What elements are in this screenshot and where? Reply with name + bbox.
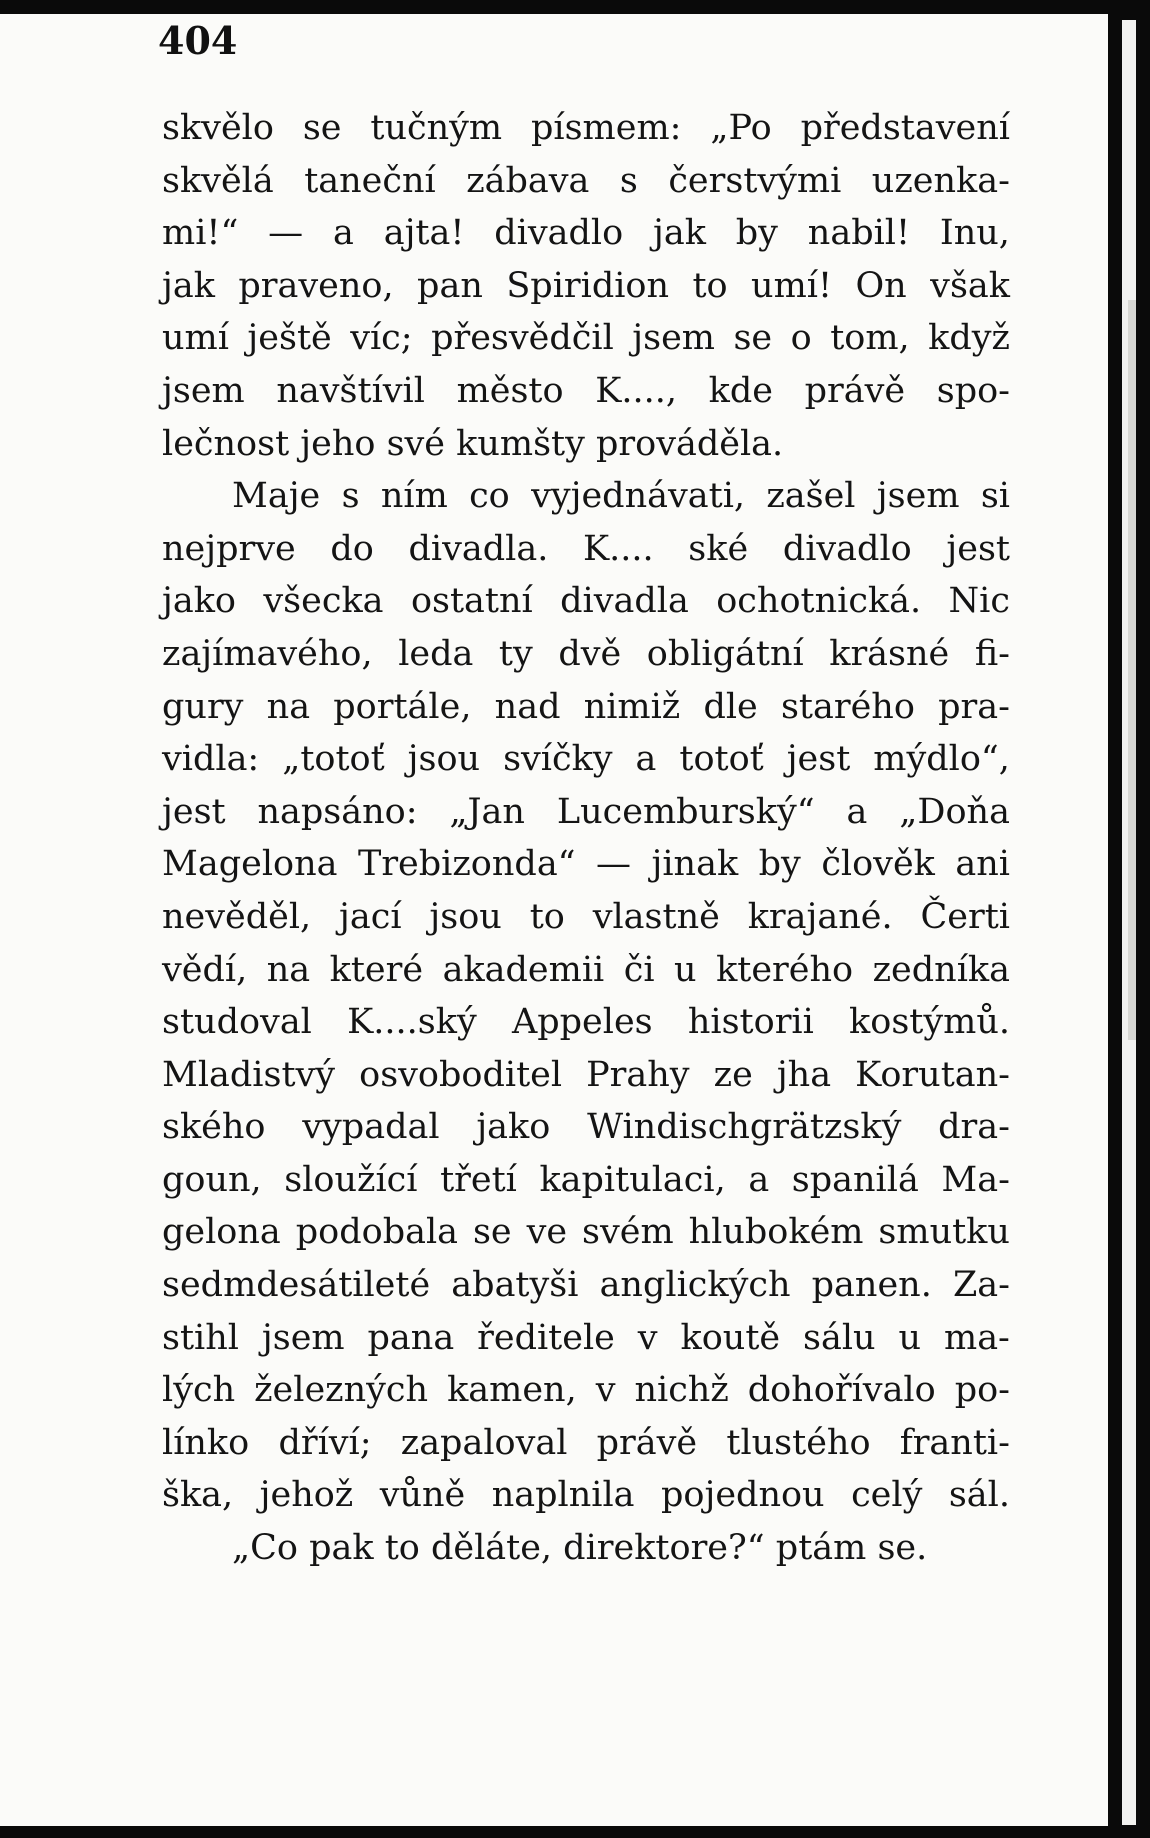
word: hlubokém	[688, 1212, 864, 1253]
word: —	[268, 213, 304, 254]
word: u	[674, 949, 697, 990]
word: ve	[526, 1212, 568, 1253]
word: zedníka	[872, 949, 1010, 990]
word: napsáno:	[257, 791, 418, 832]
word: ška,	[162, 1475, 234, 1516]
word: historii	[687, 1002, 814, 1043]
word: po-	[954, 1370, 1010, 1411]
word: osvoboditel	[359, 1054, 563, 1095]
word: zábava	[466, 160, 590, 201]
word: přesvědčil	[431, 318, 614, 359]
word: nevěděl,	[162, 896, 312, 937]
word: divadlo	[782, 528, 912, 569]
word: ské	[688, 528, 749, 569]
word: sedmdesátileté	[162, 1265, 431, 1306]
word: mýdlo“,	[873, 739, 1010, 780]
word: ma-	[944, 1317, 1010, 1358]
word: a	[635, 739, 657, 780]
word: právě	[804, 370, 906, 411]
word: člověk	[821, 844, 935, 885]
word: „Doňa	[899, 791, 1010, 832]
word: dra-	[938, 1107, 1010, 1148]
word: jinak	[651, 844, 739, 885]
word: jak	[162, 265, 215, 306]
word: víc;	[350, 318, 413, 359]
text-line: „Co pak to děláte, direktore?“ ptám se.	[232, 1528, 928, 1569]
word: s	[341, 476, 360, 517]
word: ani	[955, 844, 1010, 885]
word: Lucemburský“	[556, 791, 815, 832]
word: do	[330, 528, 374, 569]
word: akademii	[442, 949, 605, 990]
word: jako	[476, 1107, 551, 1148]
text-line	[162, 312, 1010, 365]
word: pra-	[938, 686, 1010, 727]
word: by	[735, 213, 778, 254]
word: sálu	[803, 1317, 876, 1358]
word: čerstvými	[668, 160, 842, 201]
word: představení	[800, 108, 1010, 148]
word: praveno,	[238, 265, 394, 306]
word: kde	[708, 370, 773, 411]
word: jehož	[259, 1475, 354, 1516]
word: v	[637, 1317, 658, 1358]
next-page-shadow	[1128, 300, 1136, 1040]
text-line: lečnost jeho své kumšty prováděla.	[162, 423, 784, 464]
word: ajta!	[383, 213, 465, 254]
word: fi-	[974, 633, 1010, 674]
text-line	[162, 944, 1010, 997]
word: to	[692, 265, 728, 306]
text-line	[162, 365, 1010, 418]
word: Čerti	[920, 896, 1010, 937]
word: podobala	[295, 1212, 459, 1253]
word: si	[980, 476, 1010, 517]
word: vědí,	[162, 949, 248, 990]
word: skvělá	[162, 160, 274, 201]
word: jsou	[407, 739, 481, 780]
word: taneční	[304, 160, 436, 201]
word: gury	[162, 686, 244, 727]
word: ještě	[247, 318, 332, 359]
text-line	[162, 786, 1010, 839]
word: „Jan	[449, 791, 525, 832]
word: nejprve	[162, 528, 296, 569]
word: gelona	[162, 1212, 281, 1253]
word: lých	[162, 1370, 236, 1411]
word: s	[619, 160, 638, 201]
word: panen.	[811, 1265, 932, 1306]
word: město	[456, 370, 564, 411]
word: vlastně	[592, 896, 720, 937]
word: kterého	[716, 949, 854, 990]
word: když	[928, 318, 1010, 359]
word: Maje	[232, 476, 321, 517]
text-line	[162, 1101, 1010, 1154]
word: se	[472, 1212, 512, 1253]
word: spanilá	[791, 1159, 919, 1200]
word: svém	[582, 1212, 674, 1253]
word: jako	[162, 581, 236, 622]
word: kapitulaci,	[539, 1159, 726, 1200]
word: Spiridion	[506, 265, 670, 306]
word: třetí	[440, 1159, 517, 1200]
word: nimiž	[583, 686, 681, 727]
word: dříví;	[278, 1422, 372, 1463]
word: krásné	[829, 633, 950, 674]
word: nichž	[634, 1370, 729, 1411]
word: dvě	[558, 633, 622, 674]
word: pana	[367, 1317, 455, 1358]
word: jest	[162, 791, 226, 832]
text-line	[162, 1206, 1010, 1259]
text-line	[162, 681, 1010, 734]
text-line	[162, 1259, 1010, 1312]
word: Windischgrätzský	[587, 1107, 902, 1148]
text-line	[162, 470, 1010, 523]
text-line	[162, 733, 1010, 786]
word: stihl	[162, 1317, 239, 1358]
word: K....ský	[347, 1002, 477, 1043]
word: dohořívalo	[747, 1370, 936, 1411]
word: Magelona	[162, 844, 338, 885]
word: vůně	[379, 1475, 466, 1516]
word: zašel	[766, 476, 856, 517]
word: a	[333, 213, 354, 254]
word: pan	[417, 265, 483, 306]
text-line	[162, 207, 1010, 260]
word: železných	[254, 1370, 429, 1411]
word: právě	[596, 1422, 698, 1463]
word: anglických	[599, 1265, 791, 1306]
word: zapaloval	[400, 1422, 568, 1463]
word: K....,	[595, 370, 677, 411]
text-line	[162, 891, 1010, 944]
text-line	[162, 260, 1010, 313]
word: tučným	[370, 108, 503, 148]
word: ředitele	[477, 1317, 615, 1358]
word: línko	[162, 1422, 250, 1463]
word: On	[855, 265, 907, 306]
word: kostýmů.	[849, 1002, 1010, 1043]
text-line	[162, 1364, 1010, 1417]
word: divadla	[560, 581, 689, 622]
word: Korutan-	[855, 1054, 1010, 1095]
text-line	[162, 1049, 1010, 1102]
text-line	[162, 628, 1010, 681]
word: ním	[380, 476, 448, 517]
word: by	[758, 844, 801, 885]
word: jsem	[876, 476, 960, 517]
word: co	[469, 476, 510, 517]
word: portále,	[333, 686, 472, 727]
word: Za-	[952, 1265, 1010, 1306]
word: franti-	[899, 1422, 1010, 1463]
word: obligátní	[646, 633, 804, 674]
word: goun,	[162, 1159, 262, 1200]
word: Mladistvý	[162, 1054, 336, 1095]
word: se	[302, 108, 342, 148]
text-line	[162, 1469, 1010, 1522]
word: jsou	[429, 896, 502, 937]
word: Appeles	[511, 1002, 653, 1043]
word: sál.	[948, 1475, 1010, 1516]
word: Trebizonda“	[357, 844, 576, 885]
word: smutku	[878, 1212, 1010, 1253]
word: studoval	[162, 1002, 312, 1043]
word: uzenka-	[871, 160, 1010, 201]
word: však	[930, 265, 1010, 306]
word: spo-	[936, 370, 1010, 411]
word: ského	[162, 1107, 266, 1148]
word: dle	[703, 686, 758, 727]
word: koutě	[680, 1317, 781, 1358]
word: divadla.	[408, 528, 549, 569]
word: tlustého	[726, 1422, 871, 1463]
word: tom,	[830, 318, 910, 359]
word: zajímavého,	[162, 633, 373, 674]
word: o	[790, 318, 812, 359]
word: jest	[946, 528, 1010, 569]
word: se	[733, 318, 773, 359]
text-line	[162, 523, 1010, 576]
word: „totoť	[282, 739, 385, 780]
word: a	[846, 791, 868, 832]
word: vyjednávati,	[531, 476, 746, 517]
word: to	[529, 896, 565, 937]
text-line	[162, 575, 1010, 628]
word: u	[898, 1317, 922, 1358]
word: jha	[776, 1054, 832, 1095]
word: skvělo	[162, 108, 274, 148]
word: umí	[162, 318, 229, 359]
word: celý	[851, 1475, 923, 1516]
word: písmem:	[531, 108, 682, 148]
word: vypadal	[302, 1107, 440, 1148]
word: umí!	[751, 265, 833, 306]
word: navštívil	[276, 370, 425, 411]
word: totoť	[679, 739, 764, 780]
text-line	[162, 1154, 1010, 1207]
word: naplnila	[491, 1475, 635, 1516]
word: starého	[780, 686, 915, 727]
text-line	[162, 1312, 1010, 1365]
text-line	[162, 996, 1010, 1049]
word: které	[329, 949, 424, 990]
text-line	[162, 838, 1010, 891]
word: na	[266, 949, 311, 990]
word: K....	[582, 528, 654, 569]
word: „Po	[710, 108, 772, 148]
word: leda	[398, 633, 474, 674]
word: svíčky	[503, 739, 613, 780]
word: ty	[498, 633, 533, 674]
word: —	[596, 844, 632, 885]
word: kamen,	[447, 1370, 577, 1411]
word: Prahy	[586, 1054, 690, 1095]
word: abatyši	[451, 1265, 579, 1306]
word: jest	[786, 739, 851, 780]
word: či	[623, 949, 655, 990]
text-line	[162, 102, 1010, 155]
word: Inu,	[939, 213, 1010, 254]
word: Ma-	[941, 1159, 1010, 1200]
word: divadlo	[494, 213, 624, 254]
word: jací	[339, 896, 402, 937]
word: krajané.	[747, 896, 893, 937]
word: na	[266, 686, 311, 727]
word: jsem	[632, 318, 715, 359]
word: jak	[653, 213, 706, 254]
word: ostatní	[410, 581, 533, 622]
word: nabil!	[807, 213, 911, 254]
word: pojednou	[661, 1475, 825, 1516]
word: v	[595, 1370, 616, 1411]
word: nad	[494, 686, 561, 727]
word: sloužící	[284, 1159, 418, 1200]
word: Nic	[948, 581, 1010, 622]
word: jsem	[162, 370, 245, 411]
word: ochotnická.	[716, 581, 922, 622]
word: ze	[713, 1054, 753, 1095]
page-number: 404	[158, 18, 238, 63]
text-line	[162, 1417, 1010, 1470]
word: a	[748, 1159, 770, 1200]
word: vidla:	[162, 739, 260, 780]
word: jsem	[261, 1317, 345, 1358]
word: všecka	[263, 581, 384, 622]
body-text	[162, 102, 1010, 1575]
text-line	[162, 155, 1010, 208]
word: mi!“	[162, 213, 239, 254]
